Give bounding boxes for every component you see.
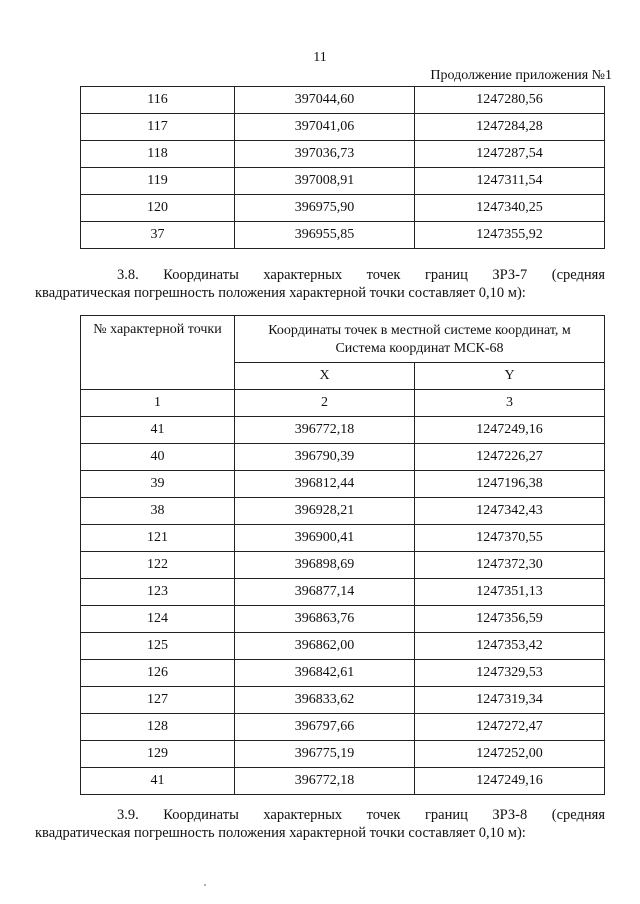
y-coordinate-cell: 1247319,34	[415, 687, 605, 714]
table-row	[81, 633, 605, 660]
y-coordinate-cell: 1247329,53	[415, 660, 605, 687]
table-row	[81, 660, 605, 687]
header-x: X	[235, 363, 415, 390]
header-coordinates-line1: Координаты точек в местной системе координат, м	[268, 323, 571, 338]
section-3-8-line1: 3.8. Координаты характерных точек границ ЗРЗ-7 (средняя	[117, 267, 605, 283]
table-row	[81, 579, 605, 606]
table-row	[81, 87, 605, 114]
table-row	[81, 498, 605, 525]
scan-speck	[204, 884, 206, 886]
x-coordinate-cell: 396900,41	[235, 525, 415, 552]
point-number-cell: 127	[81, 687, 235, 714]
header-coordinates	[235, 316, 605, 363]
appendix-continuation-label: Продолжение приложения №1	[430, 68, 612, 83]
table-row	[81, 741, 605, 768]
table-row	[81, 141, 605, 168]
table-row	[81, 687, 605, 714]
point-number-cell: 122	[81, 552, 235, 579]
point-number-cell: 123	[81, 579, 235, 606]
header-y: Y	[415, 363, 605, 390]
y-coordinate-cell: 1247284,28	[415, 114, 605, 141]
y-coordinate-cell: 1247311,54	[415, 168, 605, 195]
header-point-number: № характерной точки	[81, 316, 235, 390]
x-coordinate-cell: 397044,60	[235, 87, 415, 114]
point-number-cell: 118	[81, 141, 235, 168]
table-row	[81, 471, 605, 498]
x-coordinate-cell: 397036,73	[235, 141, 415, 168]
x-coordinate-cell: 396975,90	[235, 195, 415, 222]
table-row	[81, 222, 605, 249]
table-row	[81, 606, 605, 633]
point-number-cell: 120	[81, 195, 235, 222]
section-3-8-paragraph	[35, 266, 605, 302]
coordinates-table-zrz-7	[80, 315, 605, 795]
y-coordinate-cell: 1247370,55	[415, 525, 605, 552]
section-3-9-paragraph	[35, 806, 605, 842]
x-coordinate-cell: 397041,06	[235, 114, 415, 141]
table-row	[81, 768, 605, 795]
table-row	[81, 444, 605, 471]
table-row	[81, 168, 605, 195]
point-number-cell: 119	[81, 168, 235, 195]
x-coordinate-cell: 396898,69	[235, 552, 415, 579]
x-coordinate-cell: 396833,62	[235, 687, 415, 714]
y-coordinate-cell: 1247249,16	[415, 768, 605, 795]
y-coordinate-cell: 1247340,25	[415, 195, 605, 222]
x-coordinate-cell: 396772,18	[235, 417, 415, 444]
header-coordinates-line2: Система координат МСК-68	[335, 341, 504, 356]
point-number-cell: 124	[81, 606, 235, 633]
y-coordinate-cell: 1247196,38	[415, 471, 605, 498]
x-coordinate-cell: 396842,61	[235, 660, 415, 687]
x-coordinate-cell: 396928,21	[235, 498, 415, 525]
point-number-cell: 38	[81, 498, 235, 525]
point-number-cell: 40	[81, 444, 235, 471]
point-number-cell: 121	[81, 525, 235, 552]
x-coordinate-cell: 396863,76	[235, 606, 415, 633]
x-coordinate-cell: 396812,44	[235, 471, 415, 498]
y-coordinate-cell: 1247355,92	[415, 222, 605, 249]
point-number-cell: 129	[81, 741, 235, 768]
y-coordinate-cell: 1247287,54	[415, 141, 605, 168]
column-number-1: 1	[81, 390, 235, 417]
point-number-cell: 128	[81, 714, 235, 741]
point-number-cell: 37	[81, 222, 235, 249]
column-number-3: 3	[415, 390, 605, 417]
y-coordinate-cell: 1247372,30	[415, 552, 605, 579]
section-3-8-line2: квадратическая погрешность положения характерной точки составляет 0,10 м):	[35, 285, 526, 301]
y-coordinate-cell: 1247252,00	[415, 741, 605, 768]
x-coordinate-cell: 396797,66	[235, 714, 415, 741]
table-row	[81, 714, 605, 741]
table-row	[81, 552, 605, 579]
table-row	[81, 195, 605, 222]
section-3-9-line1: 3.9. Координаты характерных точек границ ЗРЗ-8 (средняя	[117, 807, 605, 823]
point-number-cell: 117	[81, 114, 235, 141]
y-coordinate-cell: 1247342,43	[415, 498, 605, 525]
x-coordinate-cell: 396955,85	[235, 222, 415, 249]
y-coordinate-cell: 1247249,16	[415, 417, 605, 444]
point-number-cell: 125	[81, 633, 235, 660]
section-3-9-line2: квадратическая погрешность положения характерной точки составляет 0,10 м):	[35, 825, 526, 841]
table-row	[81, 114, 605, 141]
x-coordinate-cell: 396790,39	[235, 444, 415, 471]
table-row	[81, 417, 605, 444]
point-number-cell: 41	[81, 417, 235, 444]
point-number-cell: 126	[81, 660, 235, 687]
y-coordinate-cell: 1247226,27	[415, 444, 605, 471]
point-number-cell: 116	[81, 87, 235, 114]
y-coordinate-cell: 1247356,59	[415, 606, 605, 633]
x-coordinate-cell: 396772,18	[235, 768, 415, 795]
column-number-2: 2	[235, 390, 415, 417]
x-coordinate-cell: 396775,19	[235, 741, 415, 768]
table-row	[81, 525, 605, 552]
y-coordinate-cell: 1247272,47	[415, 714, 605, 741]
x-coordinate-cell: 396877,14	[235, 579, 415, 606]
y-coordinate-cell: 1247280,56	[415, 87, 605, 114]
y-coordinate-cell: 1247351,13	[415, 579, 605, 606]
y-coordinate-cell: 1247353,42	[415, 633, 605, 660]
coordinates-table-continued	[80, 86, 605, 249]
page-number: 11	[313, 50, 327, 65]
point-number-cell: 39	[81, 471, 235, 498]
point-number-cell: 41	[81, 768, 235, 795]
x-coordinate-cell: 396862,00	[235, 633, 415, 660]
x-coordinate-cell: 397008,91	[235, 168, 415, 195]
